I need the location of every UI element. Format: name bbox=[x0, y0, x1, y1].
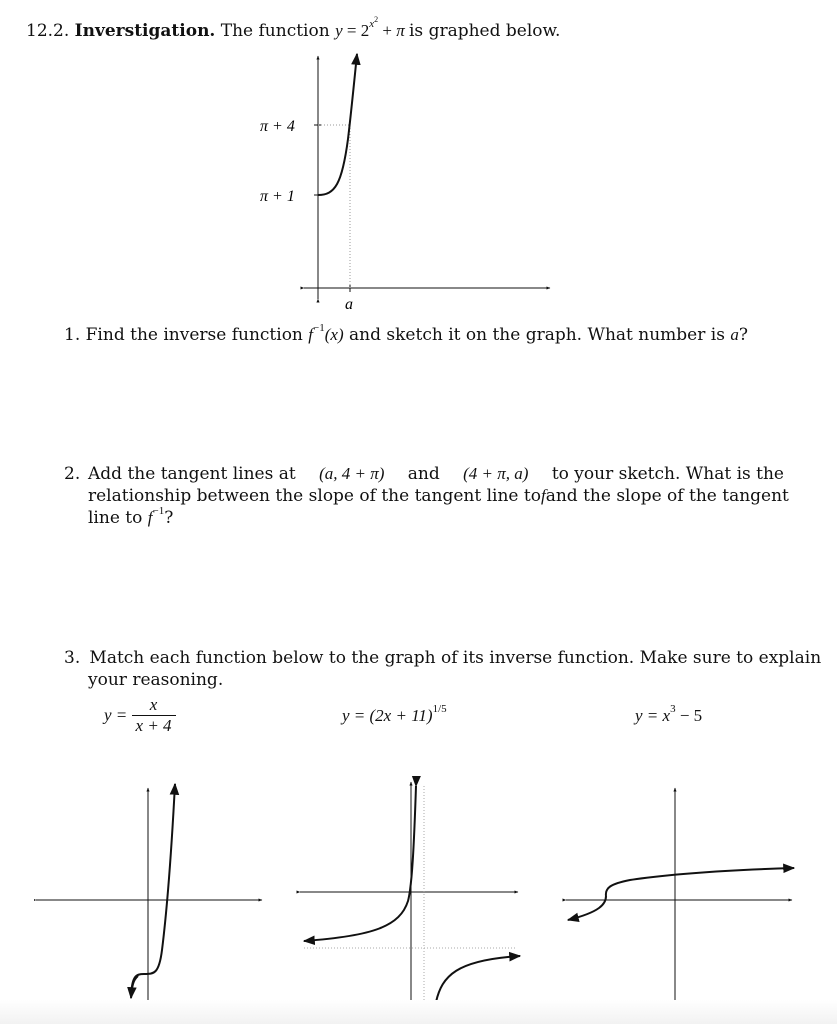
graph-3 bbox=[560, 780, 800, 1016]
graph-1 bbox=[34, 780, 269, 1020]
intro-after: is graphed below. bbox=[409, 21, 561, 41]
header-line bbox=[26, 14, 561, 42]
q2-number: 2. bbox=[64, 464, 81, 484]
question-2: 2. Add the tangent lines at (a, 4 + π) and (4 + π, a) to your sketch. What is the relationship between the slope of the tangent line to f and the slope of the tangent line to $f^{-1}$? bbox=[64, 464, 789, 528]
function-expression: $y = 2^{x^2} + \pi$ bbox=[335, 14, 405, 40]
label-a: a bbox=[345, 296, 353, 313]
q1-inverse-function: $f^{-1}(x)$ bbox=[308, 322, 344, 344]
q1-var-a: a bbox=[730, 325, 739, 344]
graph-2 bbox=[294, 776, 526, 1012]
section-number: 12.2. bbox=[26, 21, 70, 41]
q1-text-after: and sketch it on the graph. What number is bbox=[349, 325, 725, 345]
page-bottom-edge bbox=[0, 1000, 837, 1024]
q1-text-before: Find the inverse function bbox=[85, 325, 303, 345]
graph-3-curve bbox=[606, 868, 794, 896]
graph-1-curve bbox=[131, 784, 175, 996]
label-pi-plus-4: π + 4 bbox=[260, 118, 295, 135]
intro-before: The function bbox=[220, 21, 330, 41]
graph-2-curve-left bbox=[304, 786, 416, 941]
label-pi-plus-1: π + 1 bbox=[260, 188, 295, 205]
main-graph bbox=[240, 44, 570, 316]
q1-number: 1. bbox=[64, 325, 81, 345]
graph-2-curve-right bbox=[436, 956, 520, 1002]
function-1: y = $\frac{x}{x + 4}$ bbox=[104, 696, 176, 735]
function-2: $y = (2x + 11)^{1/5}$ bbox=[342, 703, 447, 725]
section-title: Inverstigation. bbox=[74, 21, 216, 41]
function-curve bbox=[318, 54, 357, 195]
question-1: 1. Find the inverse function $f^{-1}(x)$ and sketch it on the graph. What number is a? bbox=[64, 322, 748, 345]
function-3: $y = x^3 - 5$ bbox=[635, 703, 703, 725]
question-3: 3. Match each function below to the graph of its inverse function. Make sure to explain your reasoning. bbox=[64, 648, 822, 690]
q3-number: 3. bbox=[64, 648, 81, 668]
